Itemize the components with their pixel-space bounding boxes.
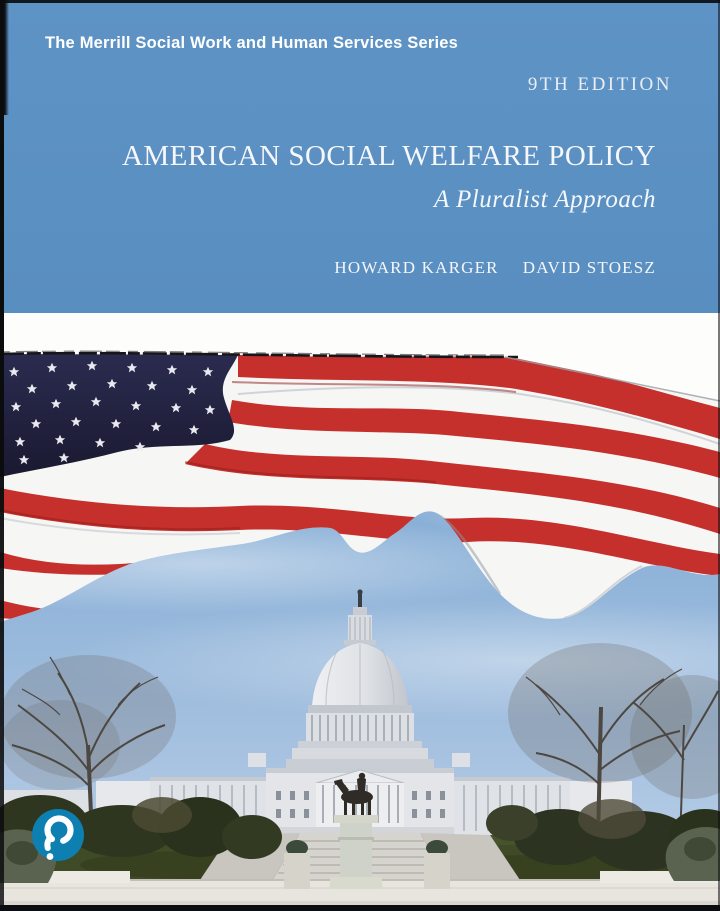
cover-border-bottom <box>0 905 720 911</box>
title-block <box>122 140 656 278</box>
author-first: HOWARD KARGER <box>334 258 499 277</box>
authors-line <box>122 258 656 278</box>
series-label: The Merrill Social Work and Human Services Series <box>45 34 458 52</box>
cover-border-left-corner <box>0 0 9 115</box>
pearson-logo <box>30 806 86 868</box>
flag-cloth <box>0 351 720 622</box>
author-second: DAVID STOESZ <box>522 258 656 277</box>
title-panel <box>0 0 720 313</box>
edition-label: 9TH EDITION <box>527 74 672 95</box>
american-flag-illustration <box>0 312 720 644</box>
cover-border-top <box>0 0 720 3</box>
cover-border-left <box>0 0 4 911</box>
book-title: AMERICAN SOCIAL WELFARE POLICY <box>121 140 656 172</box>
book-subtitle: A Pluralist Approach <box>433 186 656 213</box>
photo-white-background <box>0 312 720 357</box>
